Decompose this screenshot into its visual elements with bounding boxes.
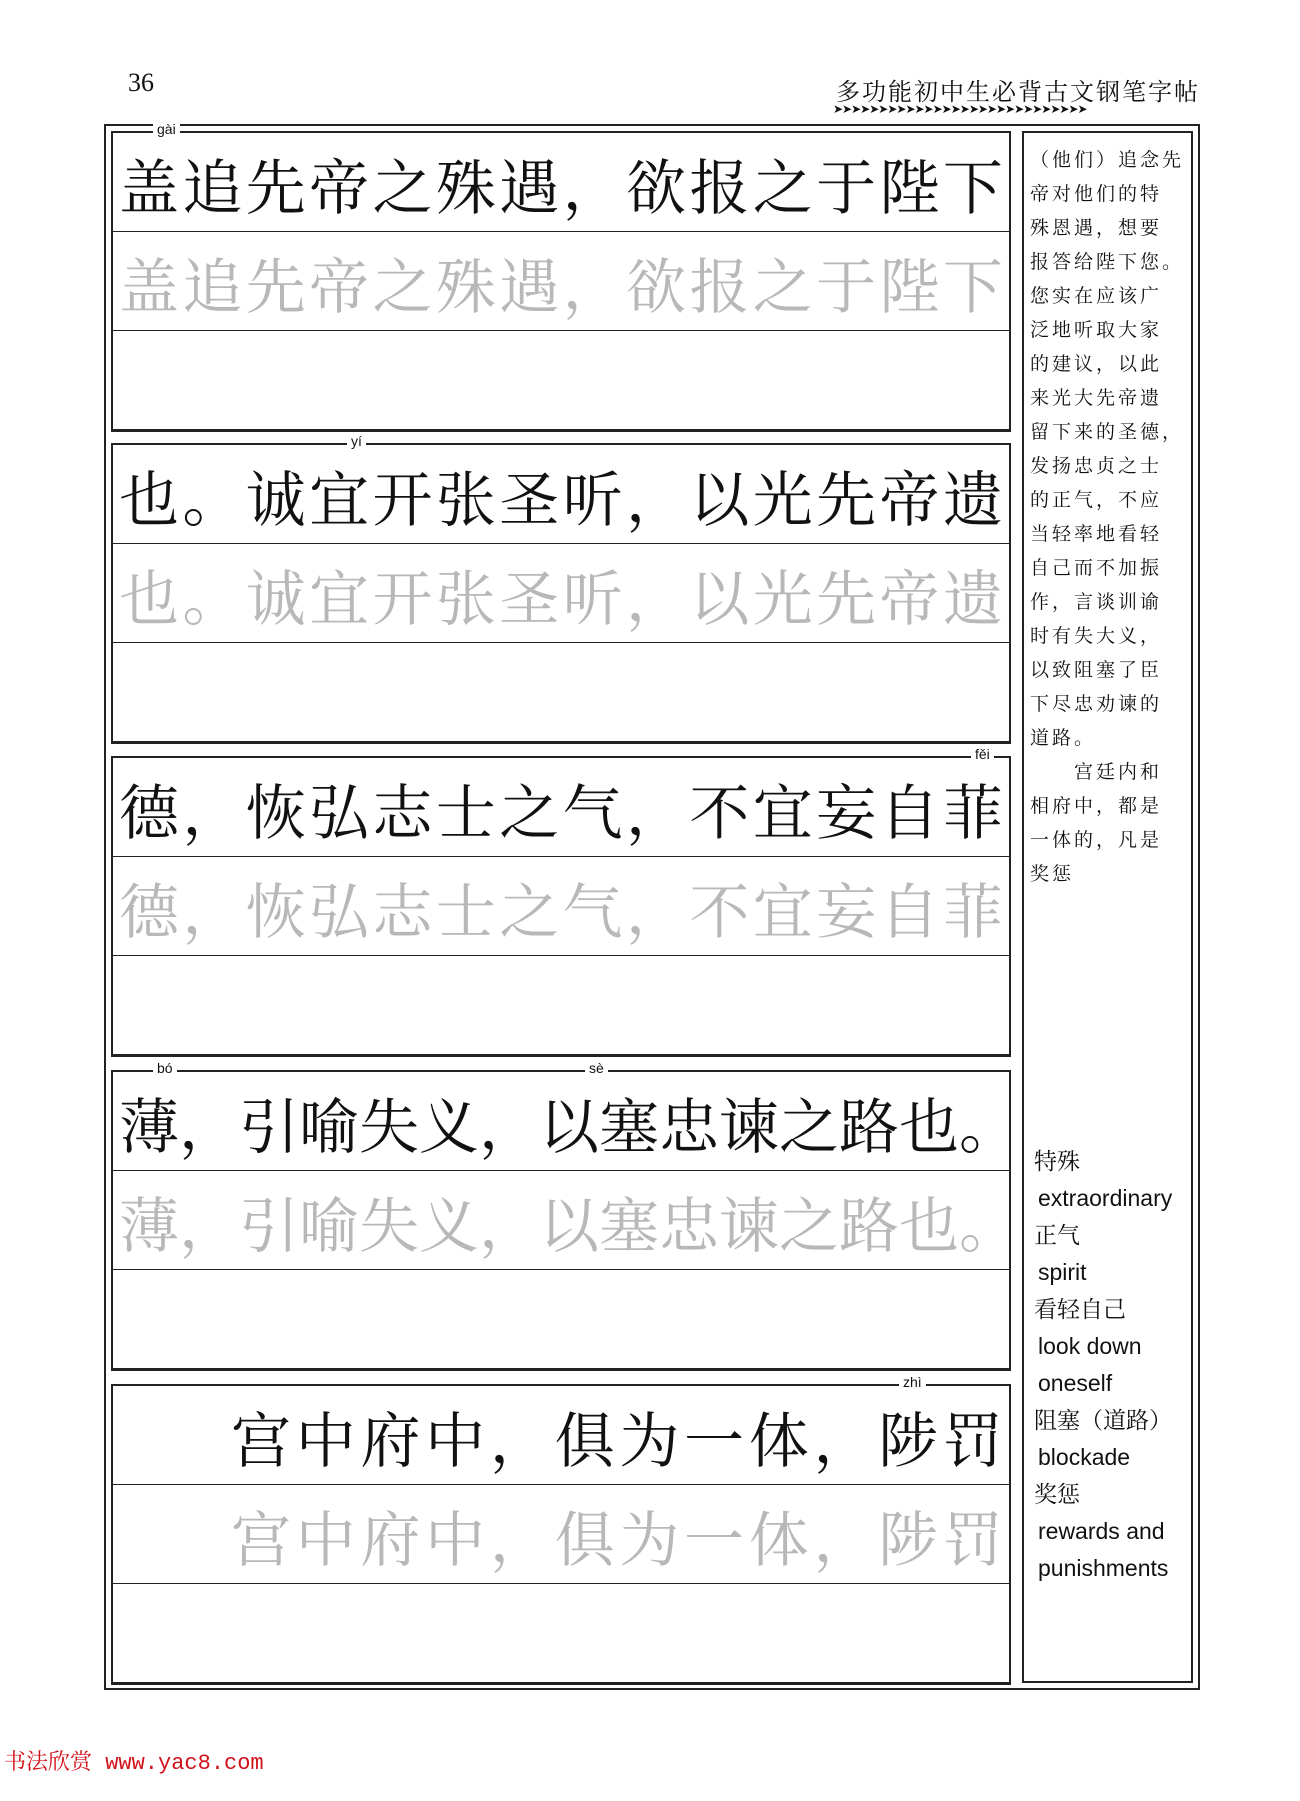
character: 塞 (599, 1093, 659, 1163)
side-column (1022, 131, 1193, 1683)
character: 宜 (309, 466, 370, 536)
translation-line: 的正气，不应 (1030, 489, 1163, 511)
character: 恢 (245, 779, 306, 849)
model-text (119, 1093, 1019, 1163)
character: 之 (372, 154, 433, 224)
character: 。 (959, 1093, 1019, 1163)
character: 帝 (309, 253, 370, 323)
character: 罚 (942, 1407, 1003, 1477)
character: 听 (562, 466, 623, 536)
character: 一 (684, 1506, 745, 1576)
glossary-term: 看轻自己 (1034, 1296, 1126, 1322)
blank-row[interactable] (113, 1270, 1009, 1369)
character: 失 (359, 1192, 419, 1262)
character: 遗 (942, 565, 1003, 635)
translation-line: 一体的，凡是 (1030, 829, 1163, 851)
glossary-term: 奖惩 (1034, 1481, 1080, 1507)
character: 诚 (245, 466, 306, 536)
blank-row[interactable] (113, 956, 1009, 1055)
translation-line: 报答给陛下您。 (1030, 251, 1185, 273)
character: 先 (816, 565, 877, 635)
character: 义 (419, 1093, 479, 1163)
practice-block (111, 746, 1011, 1057)
character: 帝 (879, 565, 940, 635)
character: 遇 (499, 253, 560, 323)
character: ， (479, 1093, 539, 1163)
character: 追 (182, 154, 243, 224)
model-text (119, 466, 1003, 536)
character: ， (626, 466, 686, 536)
pinyin-annotation: zhì (899, 1374, 926, 1390)
character: 陛 (879, 154, 940, 224)
character: 志 (372, 878, 433, 948)
pinyin-annotation: fěi (971, 746, 994, 762)
character: 光 (752, 565, 813, 635)
character: 菲 (942, 878, 1003, 948)
character: 之 (779, 1093, 839, 1163)
character: 先 (245, 253, 306, 323)
character: 义 (419, 1192, 479, 1262)
translation-line: 来光大先帝遗 (1030, 387, 1163, 409)
character: 一 (684, 1407, 745, 1477)
translation-line: 自己而不加振 (1030, 557, 1163, 579)
character: 以 (539, 1192, 599, 1262)
trace-row[interactable] (113, 1485, 1009, 1584)
character: 之 (779, 1192, 839, 1262)
character: 中 (425, 1506, 486, 1576)
character: 德 (119, 779, 179, 849)
character: 塞 (599, 1192, 659, 1262)
translation-line: 您实在应该广 (1030, 285, 1163, 307)
character: 谏 (719, 1093, 779, 1163)
glossary-definition: spirit (1038, 1259, 1087, 1285)
character: 薄 (119, 1192, 179, 1262)
model-row (113, 1072, 1019, 1171)
character: 也 (899, 1192, 959, 1262)
character: 忠 (659, 1192, 719, 1262)
character: 以 (539, 1093, 599, 1163)
translation-line: 下尽忠劝谏的 (1030, 693, 1163, 715)
character: 中 (295, 1407, 356, 1477)
character: 下 (942, 154, 1003, 224)
character: 引 (239, 1093, 299, 1163)
character: 。 (959, 1192, 1019, 1262)
glossary-definition: rewards and punishments (1038, 1518, 1169, 1581)
translation-line: 留下来的圣德， (1030, 421, 1185, 443)
character: 。 (182, 565, 243, 635)
translation-line: 相府中，都是 (1030, 795, 1163, 817)
translation-line: 发扬忠贞之士 (1030, 455, 1163, 477)
character: 士 (435, 878, 496, 948)
glossary-definition: extraordinary (1038, 1185, 1173, 1211)
character: 诚 (245, 565, 306, 635)
character: 报 (689, 253, 750, 323)
pinyin-annotation: bó (153, 1060, 177, 1076)
character: 妄 (816, 779, 877, 849)
character: 之 (752, 154, 813, 224)
translation-line: 作，言谈训谕 (1030, 591, 1163, 613)
character: 弘 (309, 779, 370, 849)
character: 俱 (554, 1506, 615, 1576)
character: ， (182, 779, 243, 849)
character: ， (626, 779, 686, 849)
character: 路 (839, 1192, 899, 1262)
character: 路 (839, 1093, 899, 1163)
character: 气 (562, 878, 623, 948)
character: 喻 (299, 1093, 359, 1163)
character: 开 (372, 565, 433, 635)
trace-row[interactable] (113, 1171, 1019, 1270)
character: ， (813, 1407, 874, 1477)
pinyin-annotation: sè (585, 1060, 608, 1076)
practice-block (111, 433, 1011, 744)
character: 以 (689, 565, 750, 635)
character: 喻 (299, 1192, 359, 1262)
character: 陛 (879, 253, 940, 323)
trace-text (119, 878, 1003, 948)
character: ， (562, 253, 623, 323)
translation-line: 以致阻塞了臣 (1030, 659, 1163, 681)
character: 盖 (119, 154, 179, 224)
translation-line: 当轻率地看轻 (1030, 523, 1163, 545)
character: 宜 (309, 565, 370, 635)
translation-line: 宫廷内和 (1030, 761, 1163, 783)
model-row (113, 1386, 1009, 1485)
character: 自 (879, 878, 940, 948)
character: 追 (182, 253, 243, 323)
character: 于 (816, 154, 877, 224)
blank-row[interactable] (113, 1584, 1009, 1683)
character: 欲 (626, 154, 686, 224)
character: 中 (425, 1407, 486, 1477)
translation-line: 时有失大义， (1030, 625, 1163, 647)
trace-text (119, 1192, 1019, 1262)
character: 也 (119, 565, 179, 635)
glossary-term: 正气 (1034, 1222, 1080, 1248)
character: 盖 (119, 253, 179, 323)
model-row (113, 133, 1009, 232)
blank-row[interactable] (113, 643, 1009, 742)
character: 罚 (942, 1506, 1003, 1576)
character: 失 (359, 1093, 419, 1163)
character: 报 (689, 154, 750, 224)
glossary-term: 阻塞（道路） (1034, 1407, 1172, 1433)
character: 宜 (752, 878, 813, 948)
character: 谏 (719, 1192, 779, 1262)
character: 气 (562, 779, 623, 849)
translation-line: 的建议，以此 (1030, 353, 1163, 375)
character: 不 (689, 779, 750, 849)
character: ， (479, 1192, 539, 1262)
character: 府 (360, 1506, 421, 1576)
character: 于 (816, 253, 877, 323)
book-title: 多功能初中生必背古文钢笔字帖 (836, 78, 1200, 106)
character: 帝 (309, 154, 370, 224)
character: ， (179, 1093, 239, 1163)
translation-line: 帝对他们的特 (1030, 183, 1163, 205)
character: 恢 (245, 878, 306, 948)
character: 宫 (231, 1506, 291, 1576)
character: 志 (372, 779, 433, 849)
blank-row[interactable] (113, 331, 1009, 430)
character: ， (626, 565, 686, 635)
practice-block (111, 121, 1011, 432)
character: 之 (372, 253, 433, 323)
character: 张 (435, 466, 496, 536)
character: 殊 (435, 154, 496, 224)
character: 为 (619, 1407, 680, 1477)
model-row (113, 758, 1009, 857)
character: 光 (752, 466, 813, 536)
character: 帝 (879, 466, 940, 536)
trace-text (119, 253, 1003, 323)
trace-row[interactable] (113, 857, 1009, 956)
character: ， (489, 1407, 550, 1477)
character: 遗 (942, 466, 1003, 536)
trace-row[interactable] (113, 232, 1009, 331)
character: ， (813, 1506, 874, 1576)
translation-line: 道路。 (1030, 727, 1097, 749)
character: 先 (816, 466, 877, 536)
practice-block (111, 1374, 1011, 1685)
character: 菲 (942, 779, 1003, 849)
character: 也 (119, 466, 179, 536)
pinyin-annotation: gài (153, 121, 180, 137)
model-text (231, 1407, 1003, 1477)
character: 先 (245, 154, 306, 224)
character: ， (179, 1192, 239, 1262)
character: 德 (119, 878, 179, 948)
character: 宜 (752, 779, 813, 849)
character: 之 (499, 779, 560, 849)
page-number: 36 (128, 68, 154, 97)
trace-text (119, 565, 1003, 635)
translation-line: （他们）追念先 (1030, 149, 1185, 171)
character: 也 (899, 1093, 959, 1163)
pinyin-annotation: yí (347, 433, 366, 449)
character: 俱 (554, 1407, 615, 1477)
character: 自 (879, 779, 940, 849)
character: 体 (748, 1506, 809, 1576)
character: 府 (360, 1407, 421, 1477)
translation-text (1030, 143, 1184, 891)
character: 以 (689, 466, 750, 536)
glossary-term: 特殊 (1034, 1148, 1080, 1174)
character: 听 (562, 565, 623, 635)
character: 弘 (309, 878, 370, 948)
character: 。 (182, 466, 243, 536)
model-text (119, 779, 1003, 849)
character: 之 (752, 253, 813, 323)
character: 妄 (816, 878, 877, 948)
character: 为 (619, 1506, 680, 1576)
character: 欲 (626, 253, 686, 323)
character: 之 (499, 878, 560, 948)
character: 殊 (435, 253, 496, 323)
character: 体 (748, 1407, 809, 1477)
watermark-footer: 书法欣赏 www.yac8.com (4, 1751, 264, 1776)
character: 张 (435, 565, 496, 635)
character: 下 (942, 253, 1003, 323)
translation-line: 殊恩遇，想要 (1030, 217, 1163, 239)
character: 圣 (499, 466, 560, 536)
glossary (1034, 1143, 1178, 1587)
character: 中 (295, 1506, 356, 1576)
translation-line: 泛地听取大家 (1030, 319, 1163, 341)
character: 陟 (878, 1506, 939, 1576)
glossary-definition: look down oneself (1038, 1333, 1142, 1396)
model-row (113, 445, 1009, 544)
trace-row[interactable] (113, 544, 1009, 643)
translation-line: 奖惩 (1030, 863, 1075, 885)
character: 遇 (499, 154, 560, 224)
character: 陟 (878, 1407, 939, 1477)
character: 忠 (659, 1093, 719, 1163)
character: 圣 (499, 565, 560, 635)
character: 引 (239, 1192, 299, 1262)
arrow-ornament: ➤➤➤➤➤➤➤➤➤➤➤➤➤➤➤➤➤➤➤➤➤➤➤➤➤➤➤➤ (833, 103, 1087, 115)
character: 薄 (119, 1093, 179, 1163)
practice-block (111, 1060, 1019, 1371)
character: 士 (435, 779, 496, 849)
character: ， (489, 1506, 550, 1576)
character: ， (562, 154, 623, 224)
character: ， (626, 878, 686, 948)
character: ， (182, 878, 243, 948)
character: 宫 (231, 1407, 291, 1477)
character: 不 (689, 878, 750, 948)
model-text (119, 154, 1003, 224)
character: 开 (372, 466, 433, 536)
trace-text (231, 1506, 1003, 1576)
glossary-definition: blockade (1038, 1444, 1131, 1470)
